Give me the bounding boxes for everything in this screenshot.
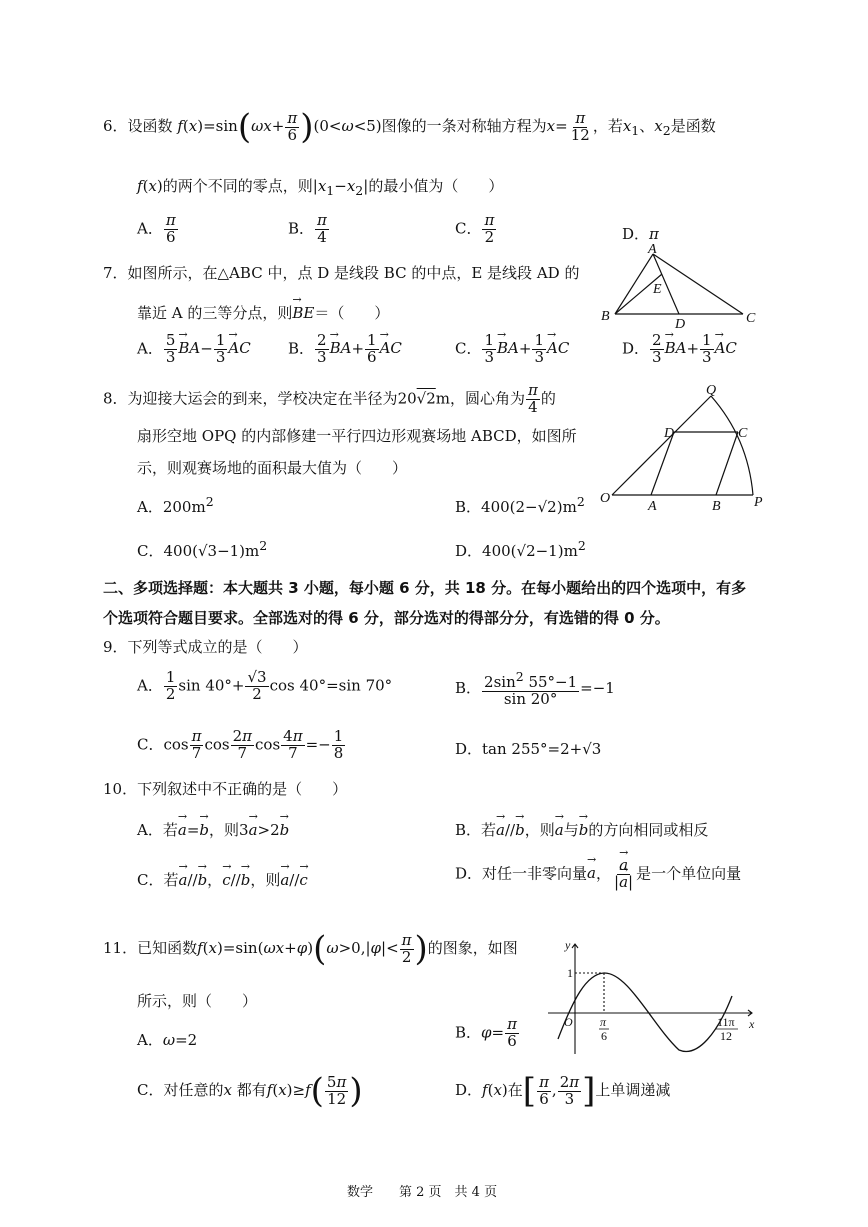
q10-option-c[interactable]: C．若→ a//→ b，→ c//→ b，则→ a//→ c	[137, 869, 308, 890]
q8-sector-figure	[598, 383, 768, 515]
q11-option-a[interactable]: A．ω=2	[137, 1031, 198, 1049]
origin-label: O	[564, 1015, 573, 1029]
q8-option-d[interactable]: D．$400(√2-1)m^2$	[455, 538, 586, 560]
tick-pi6-num: π	[600, 1015, 607, 1029]
q6-option-a[interactable]: A． $\frac{\pi}{6}$	[137, 211, 176, 246]
tick-label-1: 1	[567, 966, 573, 980]
label-b: B	[601, 309, 610, 324]
q6-option-c[interactable]: C． $\frac{\pi}{2}$	[455, 211, 495, 246]
tick-11pi12-den: 12	[720, 1029, 732, 1043]
q9-option-a[interactable]: A． $\frac{1}{2}$ sin 40°+ $\frac{√3}{2}$ cos 40°=sin 70°	[137, 668, 393, 703]
q7-option-d[interactable]: D． $\frac{2}{3}$ → BA+ $\frac{1}{3}$ → AC	[622, 333, 737, 366]
section-2-heading-line1: 二、多项选择题：本大题共 3 小题，每小题 6 分，共 18 分。在每小题给出的四个选项中，有多	[103, 579, 747, 597]
q7-option-c[interactable]: C． $\frac{1}{3}$ → BA+ $\frac{1}{3}$ → AC	[455, 333, 569, 366]
q8-line2: 扇形空地 OPQ 的内部修建一平行四边形观赛场地 ABCD，如图所	[137, 427, 577, 445]
q11-line2: 所示，则（ ）	[137, 992, 258, 1010]
label-p: P	[754, 495, 763, 510]
q6-line1: 6．设函数 f(x)=sin(ωx+ $\frac{\pi}{6}$ )(0<ω<5)图像的一条对称轴方程为x= $\frac{\pi}{12}$ ，若$x_1$、$x_2$是函数	[103, 107, 716, 147]
q6-option-d[interactable]: D．π	[622, 225, 659, 243]
label-d: D	[664, 426, 675, 441]
radius-oq	[612, 396, 711, 495]
q8-option-c[interactable]: C．$400(√3-1)m^2$	[137, 538, 268, 560]
label-q: Q	[706, 383, 717, 398]
q11-sine-graph	[548, 940, 758, 1058]
label-a: A	[648, 499, 657, 514]
q6-option-b[interactable]: B． $\frac{\pi}{4}$	[288, 211, 327, 246]
tick-pi6-den: 6	[601, 1029, 607, 1043]
label-c: C	[738, 426, 748, 441]
q11-option-b[interactable]: B．φ= $\frac{\pi}{6}$	[455, 1015, 517, 1050]
arc-pq	[711, 396, 753, 495]
q6-line2: f(x)的两个不同的零点，则$|x_1-x_2|$的最小值为（ ）	[137, 177, 504, 198]
q7-triangle-figure	[595, 242, 765, 330]
tick-11pi12-num: 11π	[717, 1015, 735, 1029]
q10-option-d[interactable]: D．对任一非零向量→ a， → $\frac{a}{|\to a|}$ 是一个单位向量	[455, 858, 741, 891]
q9-option-b[interactable]: B． $\frac{2\sin^2 55^\circ-1}{\sin 20^\circ}$ =−1	[455, 669, 615, 708]
q10-option-b[interactable]: B．若→ a//→ b，则→ a与→ b的方向相同或相反	[455, 819, 708, 840]
q8-option-b[interactable]: B．$400(2-√2)m^2$	[455, 494, 585, 516]
label-a: A	[648, 242, 657, 257]
q7-option-a[interactable]: A． $\frac{5}{3}$ → BA− $\frac{1}{3}$ → AC	[137, 333, 251, 366]
q8-line3: 示，则观赛场地的面积最大值为（ ）	[137, 459, 408, 477]
q11-line1: 11．已知函数f(x)=sin(ωx+φ)(ω>0,|φ|< $\frac{\pi}{2}$ )的图象，如图	[103, 929, 518, 969]
q11-option-d[interactable]: D．f(x)在[ $\frac{\pi}{6}$ , $\frac{2\pi}{3}$ ]上单调递减	[455, 1071, 671, 1111]
sine-curve	[558, 973, 732, 1051]
y-axis-label: y	[565, 940, 571, 952]
q7-line2: 靠近 A 的三等分点，则→ BE＝（ ）	[137, 302, 389, 323]
q9-stem: 9．下列等式成立的是（ ）	[103, 638, 308, 656]
q10-stem: 10．下列叙述中不正确的是（ ）	[103, 780, 348, 798]
side-cb	[716, 432, 738, 495]
q6-number: 6．	[103, 117, 128, 135]
q7-line1: 7．如图所示，在△ABC 中，点 D 是线段 BC 的中点，E 是线段 AD 的	[103, 264, 580, 282]
q8-line1: 8．为迎接大运会的到来，学校决定在半径为20√2m，圆心角为 $\frac{\pi}{4}$ 的	[103, 381, 556, 416]
page-footer: 数学 第 2 页 共 4 页	[347, 1185, 498, 1200]
label-o: O	[600, 491, 611, 506]
label-e: E	[653, 282, 662, 297]
q9-option-d[interactable]: D．tan 255°=2+√3	[455, 740, 602, 758]
section-2-heading-line2: 个选项符合题目要求。全部选对的得 6 分，部分选对的得部分分，有选错的得 0 分。	[103, 609, 670, 627]
label-b: B	[712, 499, 721, 514]
edge-ab	[615, 254, 653, 314]
q11-option-c[interactable]: C．对任意的x 都有f(x)≥f( $\frac{5\pi}{12}$ )	[137, 1071, 363, 1111]
side-ad	[651, 432, 674, 495]
label-c: C	[746, 311, 756, 326]
q8-option-a[interactable]: A．$200m^2$	[137, 494, 214, 516]
q10-option-a[interactable]: A．若→ a=→ b，则3→ a>2→ b	[137, 819, 289, 840]
x-axis-label: x	[749, 1017, 755, 1031]
q9-option-c[interactable]: C．cos $\frac{\pi}{7}$ cos $\frac{2\pi}{7}$ cos $\frac{4\pi}{7}$ =− $\frac{1}{8}$	[137, 727, 344, 762]
q7-option-b[interactable]: B． $\frac{2}{3}$ → BA+ $\frac{1}{6}$ → AC	[288, 333, 402, 366]
label-d: D	[675, 317, 686, 330]
